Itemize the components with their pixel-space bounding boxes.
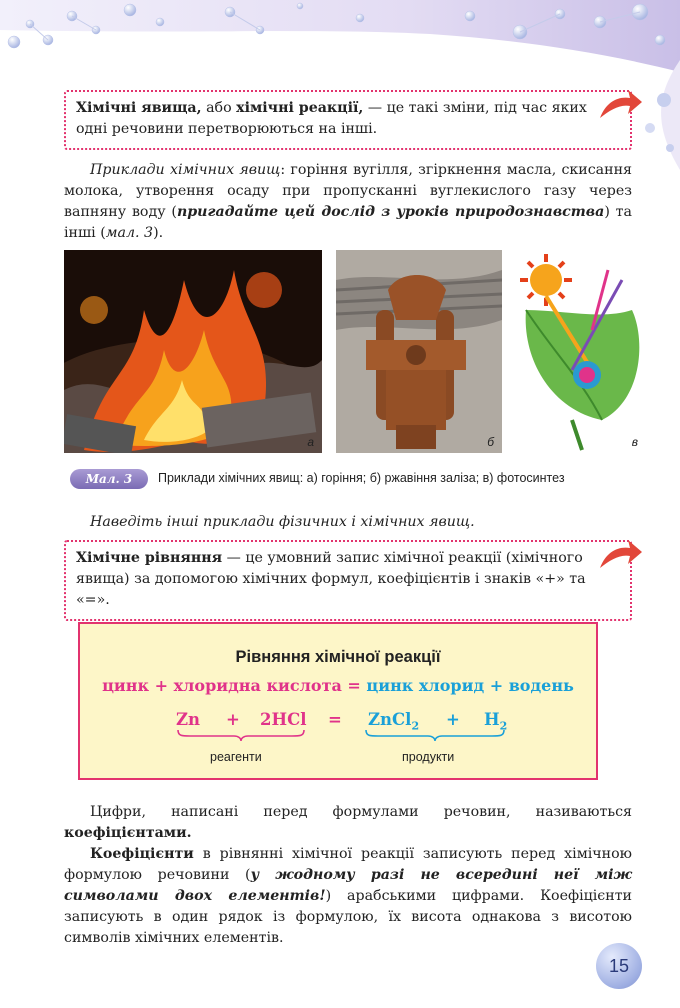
figure-tag: Мал. 3 (70, 469, 148, 489)
figure-caption (64, 466, 644, 490)
equation-words: цинк + хлоридна кислота = цинк хлорид + водень (102, 676, 574, 695)
photosynthesis-image (512, 250, 646, 453)
formula-h2: $H_2$ (484, 710, 508, 733)
photo-label-c: в (631, 435, 638, 449)
task-paragraph: Наведіть інші приклади фізичних і хімічних явищ. (90, 514, 475, 530)
coefficients-rule-paragraph: Коефіцієнти в рівнянні хімічної реакції записують перед хімічною формулою речовини (у жодному разі не всередині неї між символами двох елементів!) арабськими цифрами. Коефіцієнти записують в один рядок із формулою, їх висота однакова з висотою символів хімічних елементів. (64, 846, 633, 946)
photo-fire (64, 250, 322, 453)
caption-text: Приклади хімічних явищ: а) горіння; б) ржавіння заліза; в) фотосинтез (158, 471, 565, 485)
equation-box (78, 622, 598, 780)
arrow-icon (596, 88, 644, 124)
equation-title: Рівняння хімічної реакції (235, 648, 441, 666)
formula-hcl: 2HCl (260, 710, 307, 729)
photo-label-b: б (487, 435, 494, 449)
photo-label-a: а (307, 435, 314, 449)
definition-chemical-equation: Хімічне рівняння — це умовний запис хімічної реакції (хімічного явища) за допомогою хімічних формул, коефіцієнтів і знаків «+» та «=». (64, 540, 632, 621)
header-decoration (0, 0, 680, 90)
formula-zn: Zn (176, 710, 201, 729)
term-chemical-phenomena: Хімічні явища, (76, 100, 202, 116)
reagents-label: реагенти (210, 750, 262, 764)
fire-image (64, 250, 322, 453)
coefficients-paragraph: Цифри, написані перед формулами речовин, називаються коефіцієнтами. (64, 804, 632, 841)
reagents-brace (176, 728, 306, 742)
photo-rust (336, 250, 502, 453)
formula-zncl2: ZnCl$_2$ (368, 710, 420, 733)
products-label: продукти (402, 750, 455, 764)
rust-image (336, 250, 502, 453)
examples-paragraph: Приклади хімічних явищ: горіння вугілля, згіркнення масла, скисання молока, утворення осаду при пропусканні вуглекислого газу через вапняну воду (пригадайте цей дослід з уроків природознавства) та інші (мал. 3). (64, 162, 632, 241)
formula-equals: = (328, 710, 342, 729)
photo-photosynthesis (512, 250, 646, 453)
products-brace (364, 728, 506, 742)
term-chemical-reactions: хімічні реакції, (236, 100, 364, 116)
arrow-icon (596, 538, 644, 574)
page-number: 15 (596, 943, 642, 989)
formula-plus-1: + (226, 710, 240, 729)
definition-chemical-phenomena: Хімічні явища, або хімічні реакції, — це такі зміни, під час яких одні речовини перетворюються на інші. (64, 90, 632, 150)
formula-plus-2: + (446, 710, 460, 729)
term-chemical-equation: Хімічне рівняння (76, 550, 223, 566)
